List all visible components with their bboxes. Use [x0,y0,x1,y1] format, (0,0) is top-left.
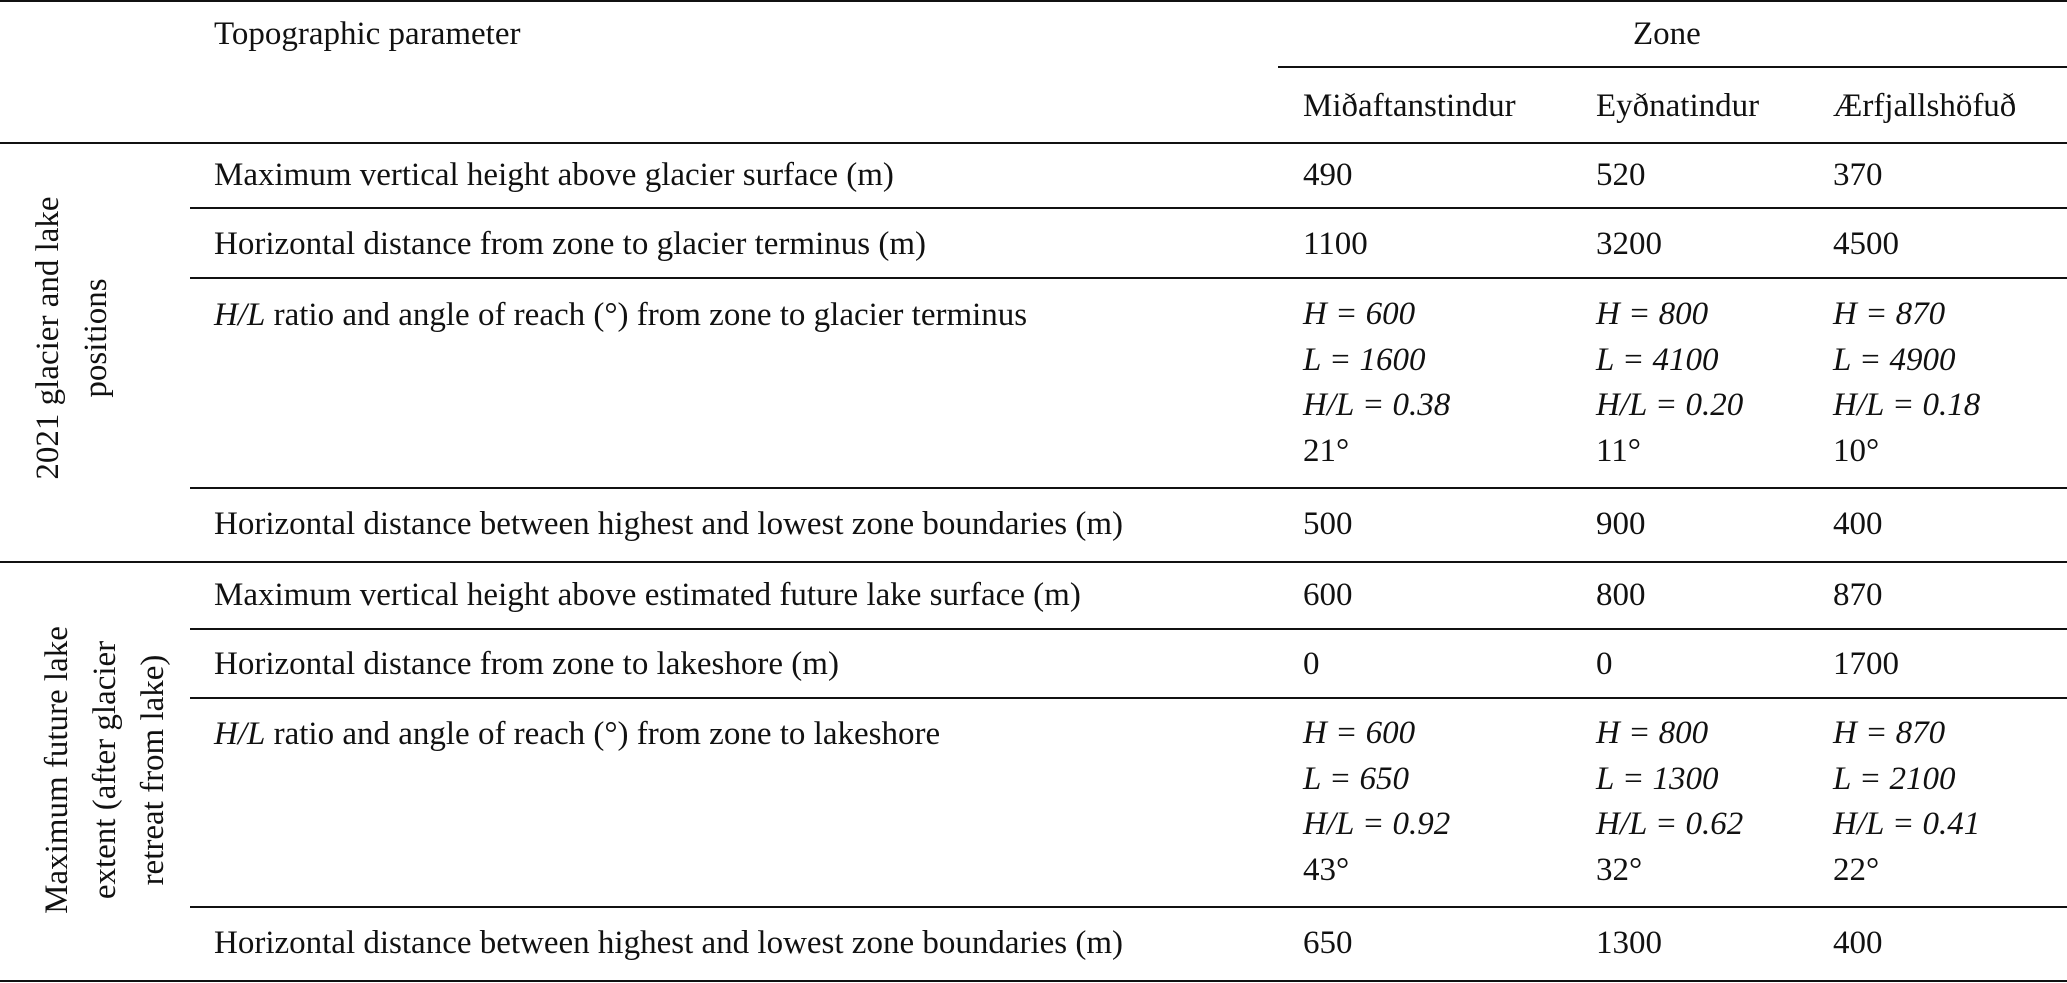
hl-value-cell: H = 800 L = 1300 H/L = 0.62 32° [1596,715,1744,888]
value-cell: 650 [1303,925,1353,961]
value-cell: 370 [1833,157,1883,193]
value-cell: 800 [1596,577,1646,613]
value-cell: 500 [1303,506,1353,542]
parameter-cell: Maximum vertical height above estimated future lake surface (m) [214,577,1081,613]
header-zone-label: Zone [1633,16,1701,52]
row-separator [190,207,2067,209]
hl-symbol: H/L [214,716,266,752]
hl-value-cell: H = 870 L = 4900 H/L = 0.18 10° [1833,296,1981,469]
value-cell: 400 [1833,925,1883,961]
zone-underline [1278,66,2067,68]
parameter-cell: H/L ratio and angle of reach (°) from zone to lakeshore [214,716,941,752]
hl-value-cell: H = 800 L = 4100 H/L = 0.20 11° [1596,296,1744,469]
value-cell: 3200 [1596,226,1662,262]
value-cell: 600 [1303,577,1353,613]
bottom-rule [0,980,2067,982]
hl-symbol: H/L [214,297,266,333]
value-cell: 0 [1303,646,1320,682]
hl-value-cell: H = 600 L = 1600 H/L = 0.38 21° [1303,296,1451,469]
value-cell: 1700 [1833,646,1899,682]
hl-value-cell: H = 870 L = 2100 H/L = 0.41 22° [1833,715,1981,888]
hl-value-cell: H = 600 L = 650 H/L = 0.92 43° [1303,715,1451,888]
row-separator [190,697,2067,699]
parameter-cell: Horizontal distance between highest and lowest zone boundaries (m) [214,925,1124,961]
top-rule [0,0,2067,2]
row-separator [190,628,2067,630]
parameter-cell: Horizontal distance from zone to lakeshore (m) [214,646,839,682]
value-cell: 400 [1833,506,1883,542]
parameter-cell: Horizontal distance from zone to glacier terminus (m) [214,226,926,262]
value-cell: 520 [1596,157,1646,193]
value-cell: 870 [1833,577,1883,613]
value-cell: 1300 [1596,925,1662,961]
row-separator [190,906,2067,908]
parameter-cell: Maximum vertical height above glacier surface (m) [214,157,894,193]
group-label-future-lake: Maximum future lake extent (after glacier retreat from lake) [39,626,171,914]
value-cell: 0 [1596,646,1613,682]
value-cell: 4500 [1833,226,1899,262]
group-separator [0,561,2067,563]
header-bottom-rule [0,142,2067,144]
group-label-2021-positions: 2021 glacier and lake positions [30,196,114,480]
column-header-zone: Eyðnatindur [1596,88,1760,124]
row-separator [190,487,2067,489]
value-cell: 1100 [1303,226,1368,262]
parameter-cell: Horizontal distance between highest and lowest zone boundaries (m) [214,506,1124,542]
value-cell: 900 [1596,506,1646,542]
value-cell: 490 [1303,157,1353,193]
header-parameter-label: Topographic parameter [214,16,521,52]
column-header-zone: Miðaftanstindur [1303,88,1516,124]
row-separator [190,277,2067,279]
parameter-cell: H/L ratio and angle of reach (°) from zone to glacier terminus [214,297,1028,333]
column-header-zone: Ærfjallshöfuð [1833,88,2017,124]
